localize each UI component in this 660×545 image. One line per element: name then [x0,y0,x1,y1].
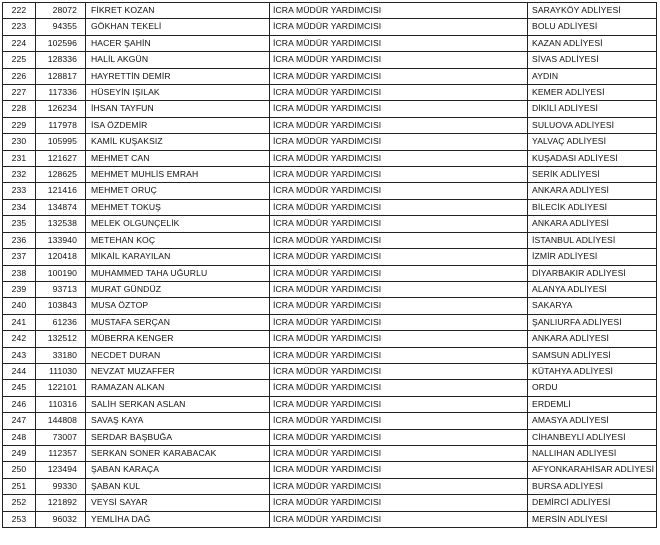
person-name: NECDET DURAN [86,347,270,363]
position-title: İCRA MÜDÜR YARDIMCISI [270,3,528,19]
courthouse: BURSA ADLİYESİ [528,478,657,494]
table-row [3,396,657,412]
courthouse: İSTANBUL ADLİYESİ [528,232,657,248]
row-number: 247 [3,413,36,429]
registry-number: 99330 [36,478,86,494]
registry-number: 100190 [36,265,86,281]
person-name: NEVZAT MUZAFFER [86,363,270,379]
position-title: İCRA MÜDÜR YARDIMCISI [270,216,528,232]
registry-number: 105995 [36,134,86,150]
position-title: İCRA MÜDÜR YARDIMCISI [270,19,528,35]
row-number: 223 [3,19,36,35]
person-name: MEHMET MUHLİS EMRAH [86,167,270,183]
position-title: İCRA MÜDÜR YARDIMCISI [270,314,528,330]
person-name: İHSAN TAYFUN [86,101,270,117]
row-number: 248 [3,429,36,445]
courthouse: SULUOVA ADLİYESİ [528,117,657,133]
assignment-table [2,2,657,528]
row-number: 228 [3,101,36,117]
row-number: 222 [3,3,36,19]
person-name: HALİL AKGÜN [86,52,270,68]
person-name: HÜSEYİN IŞILAK [86,85,270,101]
registry-number: 112357 [36,445,86,461]
row-number: 249 [3,445,36,461]
registry-number: 121627 [36,150,86,166]
position-title: İCRA MÜDÜR YARDIMCISI [270,249,528,265]
person-name: SERDAR BAŞBUĞA [86,429,270,445]
position-title: İCRA MÜDÜR YARDIMCISI [270,101,528,117]
courthouse: ANKARA ADLİYESİ [528,216,657,232]
registry-number: 96032 [36,511,86,527]
table-row [3,495,657,511]
person-name: METEHAN KOÇ [86,232,270,248]
courthouse: AMASYA ADLİYESİ [528,413,657,429]
person-name: MUHAMMED TAHA UĞURLU [86,265,270,281]
courthouse: AFYONKARAHİSAR ADLİYESİ [528,462,657,478]
registry-number: 133940 [36,232,86,248]
table-row [3,478,657,494]
courthouse: ALANYA ADLİYESİ [528,281,657,297]
position-title: İCRA MÜDÜR YARDIMCISI [270,134,528,150]
courthouse: KAZAN ADLİYESİ [528,35,657,51]
registry-number: 134874 [36,199,86,215]
registry-number: 132538 [36,216,86,232]
person-name: MURAT GÜNDÜZ [86,281,270,297]
row-number: 253 [3,511,36,527]
row-number: 234 [3,199,36,215]
position-title: İCRA MÜDÜR YARDIMCISI [270,462,528,478]
courthouse: KUŞADASI ADLİYESİ [528,150,657,166]
registry-number: 102596 [36,35,86,51]
table-row [3,85,657,101]
table-row [3,167,657,183]
courthouse: İZMİR ADLİYESİ [528,249,657,265]
courthouse: SARAYKÖY ADLİYESİ [528,3,657,19]
registry-number: 117336 [36,85,86,101]
position-title: İCRA MÜDÜR YARDIMCISI [270,35,528,51]
person-name: HACER ŞAHİN [86,35,270,51]
row-number: 235 [3,216,36,232]
registry-number: 132512 [36,331,86,347]
registry-number: 33180 [36,347,86,363]
person-name: MELEK OLGUNÇELİK [86,216,270,232]
registry-number: 122101 [36,380,86,396]
row-number: 225 [3,52,36,68]
table-row [3,3,657,19]
courthouse: YALVAÇ ADLİYESİ [528,134,657,150]
registry-number: 128336 [36,52,86,68]
person-name: RAMAZAN ALKAN [86,380,270,396]
position-title: İCRA MÜDÜR YARDIMCISI [270,380,528,396]
row-number: 229 [3,117,36,133]
row-number: 246 [3,396,36,412]
table-row [3,413,657,429]
row-number: 250 [3,462,36,478]
person-name: ŞABAN KUL [86,478,270,494]
position-title: İCRA MÜDÜR YARDIMCISI [270,232,528,248]
row-number: 238 [3,265,36,281]
registry-number: 123494 [36,462,86,478]
registry-number: 93713 [36,281,86,297]
position-title: İCRA MÜDÜR YARDIMCISI [270,117,528,133]
row-number: 239 [3,281,36,297]
person-name: MEHMET ORUÇ [86,183,270,199]
registry-number: 121892 [36,495,86,511]
person-name: MEHMET TOKUŞ [86,199,270,215]
person-name: İSA ÖZDEMİR [86,117,270,133]
person-name: VEYSİ SAYAR [86,495,270,511]
table-body [3,3,657,528]
courthouse: BOLU ADLİYESİ [528,19,657,35]
position-title: İCRA MÜDÜR YARDIMCISI [270,68,528,84]
registry-number: 110316 [36,396,86,412]
courthouse: SAKARYA [528,298,657,314]
courthouse: SERİK ADLİYESİ [528,167,657,183]
row-number: 236 [3,232,36,248]
table-row [3,363,657,379]
row-number: 237 [3,249,36,265]
position-title: İCRA MÜDÜR YARDIMCISI [270,265,528,281]
position-title: İCRA MÜDÜR YARDIMCISI [270,281,528,297]
table-row [3,462,657,478]
registry-number: 120418 [36,249,86,265]
table-row [3,150,657,166]
person-name: MİKAİL KARAYILAN [86,249,270,265]
person-name: SALİH SERKAN ASLAN [86,396,270,412]
row-number: 226 [3,68,36,84]
courthouse: AYDIN [528,68,657,84]
registry-number: 117978 [36,117,86,133]
courthouse: SİVAS ADLİYESİ [528,52,657,68]
person-name: MEHMET CAN [86,150,270,166]
position-title: İCRA MÜDÜR YARDIMCISI [270,331,528,347]
table-row [3,265,657,281]
person-name: MUSTAFA SERÇAN [86,314,270,330]
row-number: 240 [3,298,36,314]
table-row [3,117,657,133]
row-number: 251 [3,478,36,494]
row-number: 244 [3,363,36,379]
person-name: KAMİL KUŞAKSIZ [86,134,270,150]
registry-number: 128817 [36,68,86,84]
registry-number: 28072 [36,3,86,19]
position-title: İCRA MÜDÜR YARDIMCISI [270,199,528,215]
row-number: 245 [3,380,36,396]
person-name: HAYRETTİN DEMİR [86,68,270,84]
table-row [3,232,657,248]
position-title: İCRA MÜDÜR YARDIMCISI [270,396,528,412]
table-row [3,347,657,363]
table-row [3,19,657,35]
registry-number: 144808 [36,413,86,429]
position-title: İCRA MÜDÜR YARDIMCISI [270,52,528,68]
registry-number: 111030 [36,363,86,379]
position-title: İCRA MÜDÜR YARDIMCISI [270,85,528,101]
table-row [3,101,657,117]
table-row [3,429,657,445]
table-row [3,183,657,199]
courthouse: KÜTAHYA ADLİYESİ [528,363,657,379]
row-number: 224 [3,35,36,51]
position-title: İCRA MÜDÜR YARDIMCISI [270,413,528,429]
table-row [3,281,657,297]
table-row [3,298,657,314]
person-name: SERKAN SONER KARABACAK [86,445,270,461]
table-row [3,134,657,150]
row-number: 252 [3,495,36,511]
row-number: 242 [3,331,36,347]
courthouse: SAMSUN ADLİYESİ [528,347,657,363]
courthouse: DİYARBAKIR ADLİYESİ [528,265,657,281]
courthouse: KEMER ADLİYESİ [528,85,657,101]
registry-number: 73007 [36,429,86,445]
person-name: FİKRET KOZAN [86,3,270,19]
registry-number: 128625 [36,167,86,183]
courthouse: ERDEMLİ [528,396,657,412]
table-row [3,52,657,68]
row-number: 230 [3,134,36,150]
row-number: 232 [3,167,36,183]
courthouse: CİHANBEYLİ ADLİYESİ [528,429,657,445]
table-row [3,216,657,232]
person-name: MUSA ÖZTOP [86,298,270,314]
person-name: MÜBERRA KENGER [86,331,270,347]
table-row [3,445,657,461]
person-name: YEMLİHA DAĞ [86,511,270,527]
position-title: İCRA MÜDÜR YARDIMCISI [270,183,528,199]
courthouse: ANKARA ADLİYESİ [528,183,657,199]
table-row [3,199,657,215]
position-title: İCRA MÜDÜR YARDIMCISI [270,445,528,461]
registry-number: 121416 [36,183,86,199]
courthouse: DEMİRCİ ADLİYESİ [528,495,657,511]
person-name: SAVAŞ KAYA [86,413,270,429]
registry-number: 94355 [36,19,86,35]
row-number: 231 [3,150,36,166]
row-number: 233 [3,183,36,199]
row-number: 241 [3,314,36,330]
registry-number: 126234 [36,101,86,117]
courthouse: DİKİLİ ADLİYESİ [528,101,657,117]
table-row [3,380,657,396]
courthouse: ORDU [528,380,657,396]
position-title: İCRA MÜDÜR YARDIMCISI [270,511,528,527]
registry-number: 103843 [36,298,86,314]
position-title: İCRA MÜDÜR YARDIMCISI [270,478,528,494]
position-title: İCRA MÜDÜR YARDIMCISI [270,167,528,183]
table-row [3,68,657,84]
position-title: İCRA MÜDÜR YARDIMCISI [270,363,528,379]
table-row [3,331,657,347]
table-row [3,511,657,527]
position-title: İCRA MÜDÜR YARDIMCISI [270,150,528,166]
position-title: İCRA MÜDÜR YARDIMCISI [270,429,528,445]
person-name: ŞABAN KARAÇA [86,462,270,478]
courthouse: BİLECİK ADLİYESİ [528,199,657,215]
position-title: İCRA MÜDÜR YARDIMCISI [270,298,528,314]
row-number: 243 [3,347,36,363]
courthouse: ANKARA ADLİYESİ [528,331,657,347]
table-row [3,249,657,265]
table-row [3,35,657,51]
row-number: 227 [3,85,36,101]
registry-number: 61236 [36,314,86,330]
position-title: İCRA MÜDÜR YARDIMCISI [270,347,528,363]
courthouse: MERSİN ADLİYESİ [528,511,657,527]
courthouse: ŞANLIURFA ADLİYESİ [528,314,657,330]
table-row [3,314,657,330]
courthouse: NALLIHAN ADLİYESİ [528,445,657,461]
person-name: GÖKHAN TEKELİ [86,19,270,35]
position-title: İCRA MÜDÜR YARDIMCISI [270,495,528,511]
